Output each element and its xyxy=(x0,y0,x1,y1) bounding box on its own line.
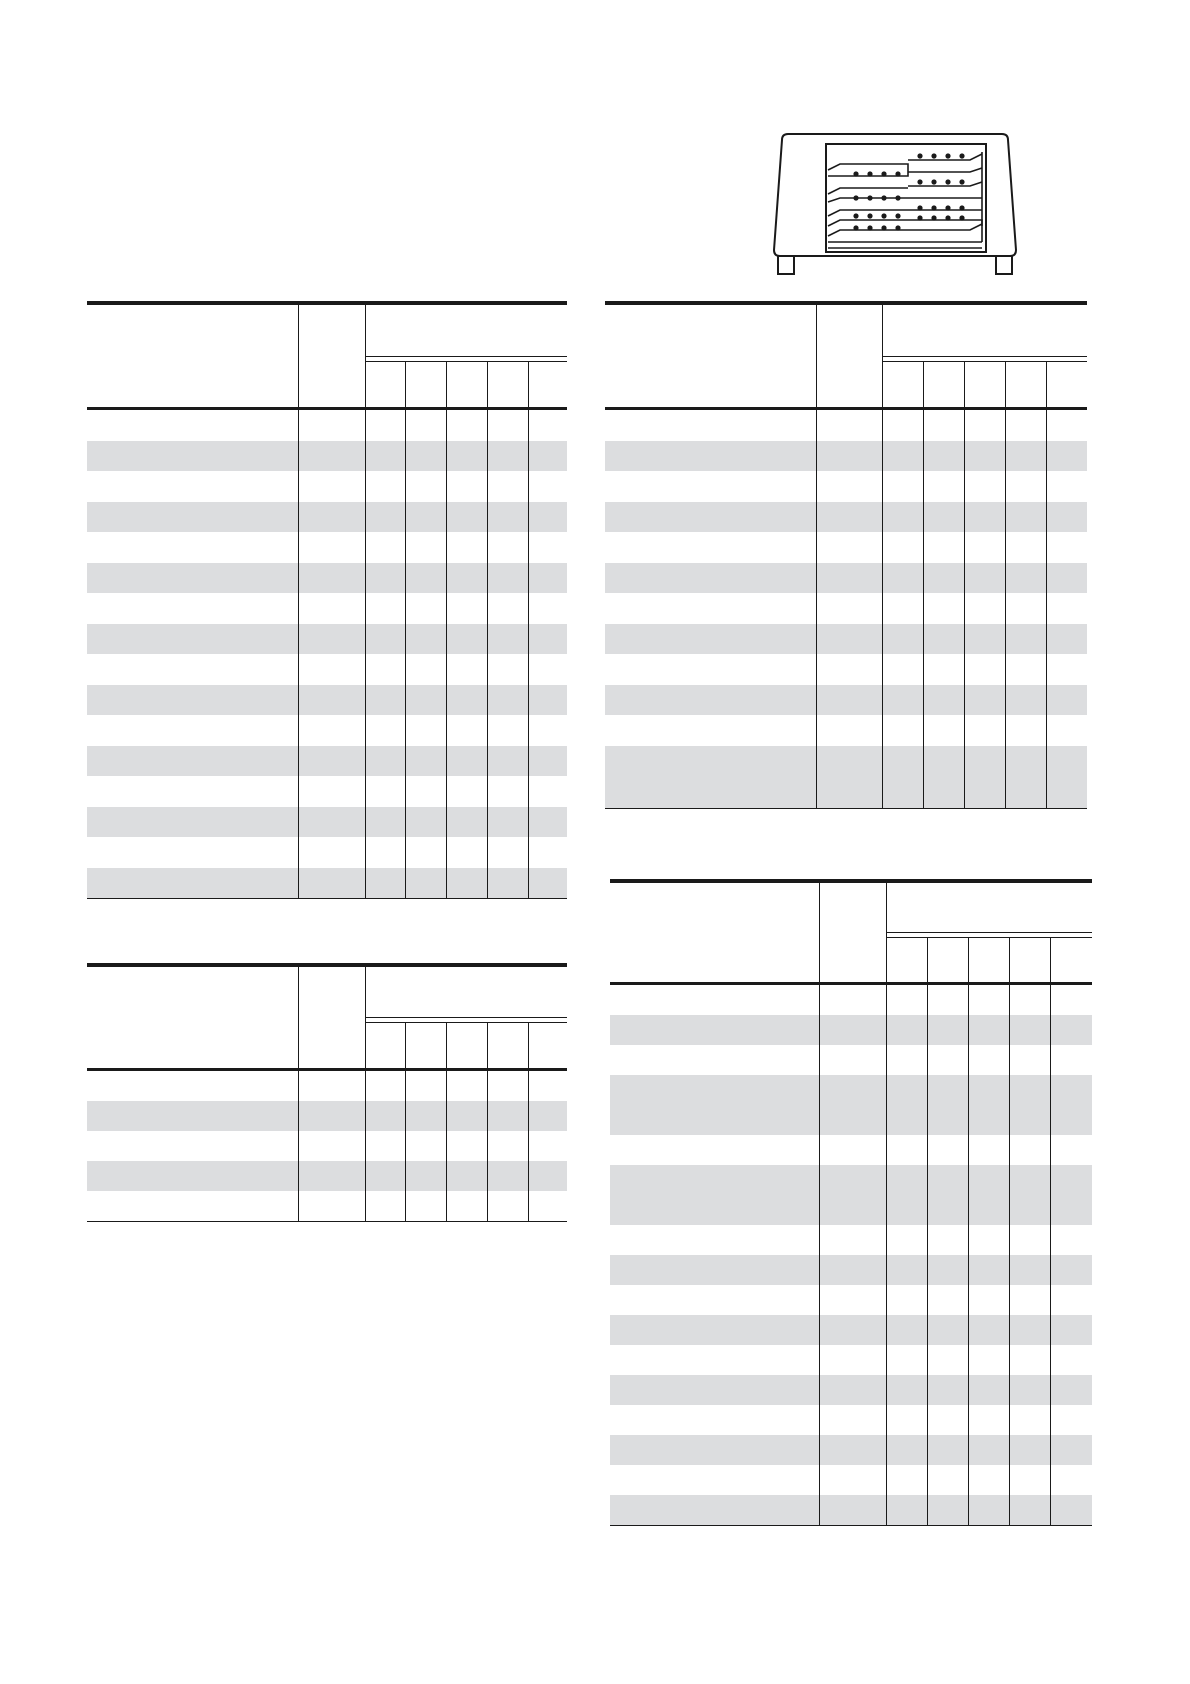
table-column-rule xyxy=(882,305,883,808)
table-row xyxy=(87,1161,567,1191)
wine-cabinet-shelves-icon xyxy=(770,132,1020,289)
table-row xyxy=(605,532,1087,563)
table-subheader-rule xyxy=(882,361,1087,362)
table-subheader-rule xyxy=(365,361,567,362)
table-row xyxy=(605,715,1087,746)
table-row xyxy=(87,532,567,563)
table-subheader-rule xyxy=(365,1022,567,1023)
table-row xyxy=(610,1225,1092,1255)
table-row xyxy=(610,1015,1092,1045)
table-row xyxy=(605,471,1087,502)
table-row xyxy=(87,471,567,502)
table-row xyxy=(87,410,567,441)
table-row xyxy=(610,1135,1092,1165)
table-row xyxy=(605,685,1087,715)
table-row xyxy=(610,1165,1092,1225)
table-row xyxy=(605,410,1087,441)
table-top-rule xyxy=(87,963,567,967)
table-row xyxy=(610,1285,1092,1315)
table-column-rule xyxy=(886,883,887,1525)
table-column-rule xyxy=(365,967,366,1221)
table-row xyxy=(87,563,567,593)
table-row xyxy=(87,624,567,654)
table-row xyxy=(87,502,567,532)
table-row xyxy=(610,1375,1092,1405)
table-bottom-rule xyxy=(87,898,567,899)
table-row xyxy=(87,1101,567,1131)
table-row xyxy=(87,807,567,837)
table-row xyxy=(605,502,1087,532)
table-column-rule xyxy=(819,883,820,1525)
table-row xyxy=(87,868,567,898)
table-top-rule xyxy=(87,301,567,305)
table-row xyxy=(610,1345,1092,1375)
table-subheader-rule xyxy=(365,1017,567,1018)
table-row xyxy=(610,985,1092,1015)
table-row xyxy=(610,1075,1092,1105)
table-row xyxy=(605,441,1087,471)
table-column-rule xyxy=(1005,361,1006,808)
table-top-left xyxy=(87,301,567,910)
table-column-rule xyxy=(446,1022,447,1221)
table-top-rule xyxy=(605,301,1087,305)
table-subheader-rule xyxy=(882,356,1087,357)
table-column-rule xyxy=(923,361,924,808)
table-row xyxy=(87,746,567,776)
table-row xyxy=(87,1131,567,1161)
table-row xyxy=(605,593,1087,624)
table-bottom-rule xyxy=(605,808,1087,809)
table-column-rule xyxy=(405,361,406,898)
table-column-rule xyxy=(446,361,447,898)
table-row xyxy=(605,624,1087,654)
table-column-rule xyxy=(816,305,817,808)
table-row xyxy=(87,837,567,868)
table-top-right xyxy=(605,301,1087,813)
table-row xyxy=(610,1315,1092,1345)
table-column-rule xyxy=(968,937,969,1525)
table-column-rule xyxy=(1009,937,1010,1525)
table-column-rule xyxy=(927,937,928,1525)
table-row xyxy=(87,776,567,807)
table-column-rule xyxy=(487,361,488,898)
table-row xyxy=(610,1255,1092,1285)
table-row xyxy=(87,441,567,471)
table-row xyxy=(610,1465,1092,1495)
table-column-rule xyxy=(1046,361,1047,808)
table-subheader-rule xyxy=(365,356,567,357)
table-row xyxy=(87,715,567,746)
table-top-rule xyxy=(610,879,1092,883)
table-column-rule xyxy=(1050,937,1051,1525)
table-row xyxy=(605,746,1087,808)
table-column-rule xyxy=(528,1022,529,1221)
table-bottom-right xyxy=(610,879,1092,1526)
table-bottom-left xyxy=(87,963,567,1227)
table-column-rule xyxy=(405,1022,406,1221)
table-row xyxy=(610,1405,1092,1435)
table-row xyxy=(605,563,1087,593)
table-row xyxy=(610,1495,1092,1525)
table-row xyxy=(605,654,1087,685)
table-column-rule xyxy=(487,1022,488,1221)
table-row xyxy=(87,1191,567,1221)
table-column-rule xyxy=(298,305,299,898)
table-bottom-rule xyxy=(610,1525,1092,1526)
table-column-rule xyxy=(365,305,366,898)
table-column-rule xyxy=(528,361,529,898)
table-row xyxy=(610,1045,1092,1075)
table-row xyxy=(87,1071,567,1101)
table-bottom-rule xyxy=(87,1221,567,1222)
table-row xyxy=(87,593,567,624)
table-column-rule xyxy=(298,967,299,1221)
table-row xyxy=(610,1105,1092,1135)
table-subheader-rule xyxy=(886,937,1092,938)
table-row xyxy=(610,1435,1092,1465)
table-row xyxy=(87,685,567,715)
table-subheader-rule xyxy=(886,932,1092,933)
table-row xyxy=(87,654,567,685)
table-column-rule xyxy=(964,361,965,808)
